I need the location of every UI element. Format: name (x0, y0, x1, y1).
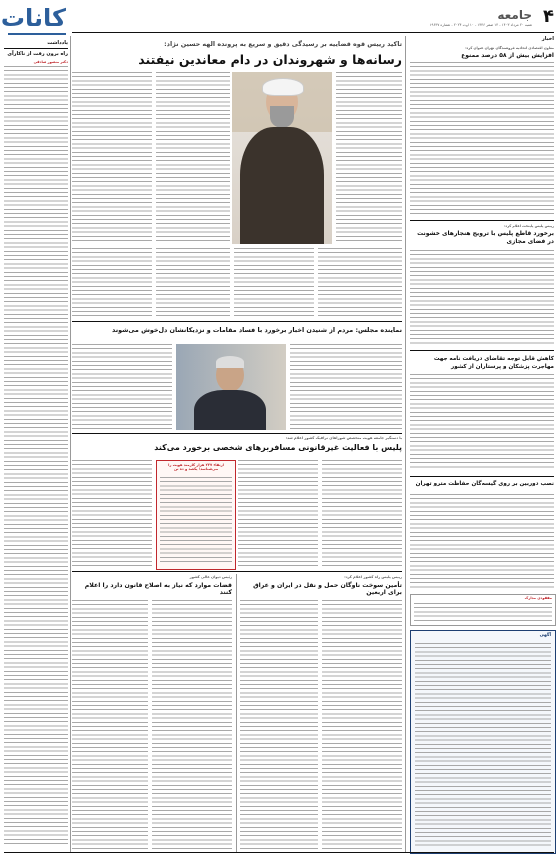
news2-body (410, 250, 554, 346)
mp-photo (176, 344, 286, 430)
news1-kicker: معاون اقتصادی اتحادیه فروشندگان تهران عنوان کرد: (465, 46, 554, 50)
main-text-col-g (318, 248, 402, 318)
story2-text-b (238, 460, 318, 568)
right-column (4, 36, 68, 852)
news4-title: نصب دوربین بر روی گیسه‌گان حفاظت مترو تهران (415, 481, 554, 487)
main-text-col-d (72, 248, 152, 318)
mid-headline: نماینده مجلس: مردم از شنیدن اخبار برخورد با فساد مقامات و نزدیکانشان دل‌خوش می‌شوند (112, 326, 402, 334)
lost-docs-title: مفقودی مدارک (524, 596, 552, 600)
story3-text-a (72, 600, 148, 850)
story4-text-b (322, 600, 402, 850)
mid-text-a (72, 344, 172, 430)
note-title: راه برون رفت از ناکارآی (7, 51, 68, 57)
sidebar-quote: ارتقاء ۲۳۷ هزار کارمند هویت را می‌شناسد؛ یکصد و ده تن (168, 463, 224, 471)
photo-robe (240, 127, 324, 244)
main-bottom-rule (72, 321, 402, 322)
news2-title: برخورد قاطع پلیس با ترویج هنجارهای خشونت در فضای مجازی (417, 230, 554, 245)
ad-title: آگهی (539, 633, 551, 638)
paper-name: جامعه (497, 8, 532, 22)
main-photo (232, 72, 332, 244)
note-body (4, 66, 68, 846)
story-kicker-3: رئیس دیوان عالی کشور (189, 575, 232, 579)
news4-body (410, 494, 554, 590)
news1-body (410, 62, 554, 216)
note-author: دکتر منصور صادقی (33, 60, 68, 64)
main-text-col-b (156, 72, 230, 244)
mid-text-b (290, 344, 402, 430)
news-rule-1 (410, 220, 554, 221)
story2-text-c (322, 460, 402, 568)
column-divider-left (70, 36, 71, 852)
story-kicker-2: با دستگیر جامعه هویت متخصص شوراهای ترافیک کشور اعلام شد: (285, 436, 402, 440)
photo-turban (262, 78, 304, 96)
lost-docs-body (414, 603, 552, 623)
news2-kicker: رییس پلیس پایتخت اعلام کرد: (504, 224, 554, 228)
story-headline-2: پلیس با فعالیت غیرقانونی مسافربرهای شخصی برخورد می‌کند (154, 443, 402, 452)
main-text-col-e (156, 248, 230, 318)
main-text-col-a (72, 72, 152, 244)
story-headline-4: تأمین سوخت ناوگان حمل و نقل در ایران و عراق برای اربعین (253, 582, 402, 596)
main-headline: رسانه‌ها و شهروندان در دام معاندین نیفتند (138, 52, 402, 67)
bottom-rule (4, 852, 554, 853)
story3-text-b (152, 600, 232, 850)
lost-docs-box (410, 594, 556, 626)
page-number: ۴ (543, 6, 554, 27)
story-kicker-4: رییس پلیس راه کشور اعلام کرد: (344, 575, 402, 579)
ad-box (410, 630, 556, 854)
main-text-col-f (234, 248, 314, 318)
mp-hair (216, 356, 244, 368)
date-line: شنبه ۲۰ مرداد ۱۴۰۳ - ۱۴ صفر ۱۴۴۶ - ۱۰ اوت ۲۰۲۴ - شماره ۱۹۶۳۷ (429, 23, 532, 27)
mid-vertical-divider (236, 574, 237, 852)
mid-rule-2 (72, 571, 402, 572)
column-section-label: یادداشت (47, 40, 68, 46)
logo-underline (8, 33, 66, 35)
photo-beard (270, 106, 294, 128)
mp-suit (194, 390, 266, 430)
brand-logo: کانات (0, 4, 66, 32)
top-rule (72, 32, 554, 33)
column-rule (4, 48, 68, 49)
masthead-bar (72, 6, 554, 30)
main-text-col-c (336, 72, 402, 244)
sidebar-quote-text (160, 477, 232, 565)
mid-rule-1 (72, 433, 402, 434)
story2-text-a (72, 460, 152, 568)
news3-body (410, 374, 554, 470)
news-rule-2 (410, 350, 554, 351)
story4-text-a (240, 600, 318, 850)
sidebar-quote-box (156, 460, 236, 570)
news3-title: کاهش قابل توجه تقاضای دریافت نامه جهت مهاجرت پزشکان و پرستاران از کشور (433, 356, 554, 370)
ad-body (415, 643, 551, 849)
news-rule-3 (410, 476, 554, 477)
section-label: اخبار (541, 36, 554, 42)
news-column-divider (405, 36, 406, 852)
main-kicker: تاکید رییس قوه قضاییه بر رسیدگی دقیق و سریع به پرونده الهه حسین نژاد: (164, 40, 402, 48)
news1-title: افزایش بیش از ۵۸ درصد ممنوع (461, 52, 554, 59)
story-headline-3: قضات موارد که نیاز به اصلاح قانون دارد را اعلام کنند (84, 582, 232, 596)
